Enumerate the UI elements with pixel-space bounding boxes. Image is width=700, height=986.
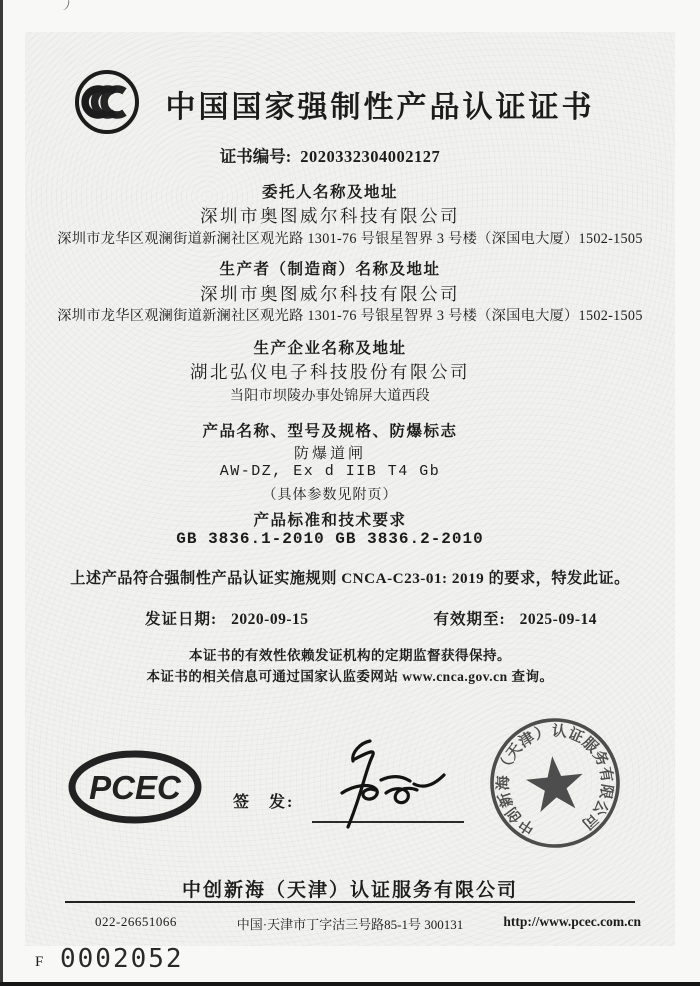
handwritten-signature: [318, 735, 458, 835]
applicant-name: 深圳市奥图威尔科技有限公司: [200, 206, 460, 226]
conformity-statement: 上述产品符合强制性产品认证实施规则 CNCA-C23-01: 2019 的要求，特发此证。: [70, 570, 630, 587]
expiry-date-value: 2025-09-14: [519, 611, 597, 628]
pcec-logo-icon: [64, 748, 206, 826]
manufacturer-heading: 生产者（制造商）名称及地址: [219, 261, 441, 278]
scan-edge-left: [0, 0, 3, 986]
footer-url: http://www.pcec.com.cn: [503, 914, 641, 929]
expiry-date-label: 有效期至:: [433, 611, 506, 628]
serial-prefix: F: [35, 954, 45, 970]
applicant-address: 深圳市龙华区观澜街道新澜社区观光路 1301-76 号银星智界 3 号楼（深国电大厦）1502-1505: [57, 231, 643, 247]
product-model: AW-DZ, Ex d IIB T4 Gb: [219, 463, 441, 480]
scan-edge-bottom: [0, 982, 700, 986]
manufacturer-address: 深圳市龙华区观澜街道新澜社区观光路 1301-76 号银星智界 3 号楼（深国电大厦）1502-1505: [57, 308, 643, 324]
certificate-number-value: 2020332304002127: [300, 147, 441, 166]
footer-divider: [65, 901, 635, 903]
seal-company-text: 中创新海（天津）认证服务有限公司: [495, 723, 615, 837]
standards-value: GB 3836.1-2010 GB 3836.2-2010: [176, 530, 484, 548]
product-name: 防爆道闸: [293, 446, 366, 462]
factory-address: 当阳市坝陵办事处锦屏大道西段: [229, 389, 431, 404]
sign-label: 签 发:: [233, 794, 295, 811]
serial-number: 0002052: [60, 944, 184, 974]
certificate-body: [25, 32, 675, 946]
issue-date-value: 2020-09-15: [231, 611, 309, 628]
footer-address: 中国·天津市丁字沽三号路85-1号 300131: [236, 917, 464, 932]
standards-heading: 产品标准和技术要求: [253, 512, 407, 529]
factory-heading: 生产企业名称及地址: [253, 340, 407, 357]
expiry-date-group: [434, 607, 598, 629]
validity-note: 本证书的有效性依赖发证机构的定期监督获得保持。: [189, 648, 511, 663]
factory-name: 湖北弘仪电子科技股份有限公司: [190, 362, 470, 382]
product-note: （具体参数见附页）: [262, 488, 398, 503]
issue-date-label: 发证日期:: [145, 611, 218, 628]
product-heading: 产品名称、型号及规格、防爆标志: [202, 423, 458, 440]
manufacturer-name: 深圳市奥图威尔科技有限公司: [200, 284, 460, 304]
certificate-number: [25, 143, 635, 167]
pcec-logo-text: PCEC: [89, 769, 181, 806]
certificate-title: 中国国家强制性产品认证证书: [165, 91, 595, 124]
certificate-number-label: 证书编号:: [219, 147, 292, 166]
applicant-heading: 委托人名称及地址: [261, 184, 398, 201]
pen-mark-artifact: [58, 0, 71, 11]
footer-phone: 022-26651066: [95, 914, 177, 929]
issuer-name: 中创新海（天津）认证服务有限公司: [181, 880, 518, 901]
company-seal-stamp: [462, 690, 649, 877]
issue-date-group: [145, 607, 309, 629]
lookup-note: 本证书的相关信息可通过国家认监委网站 www.cnca.gov.cn 查询。: [146, 669, 554, 684]
seal-star-icon: [524, 753, 586, 813]
